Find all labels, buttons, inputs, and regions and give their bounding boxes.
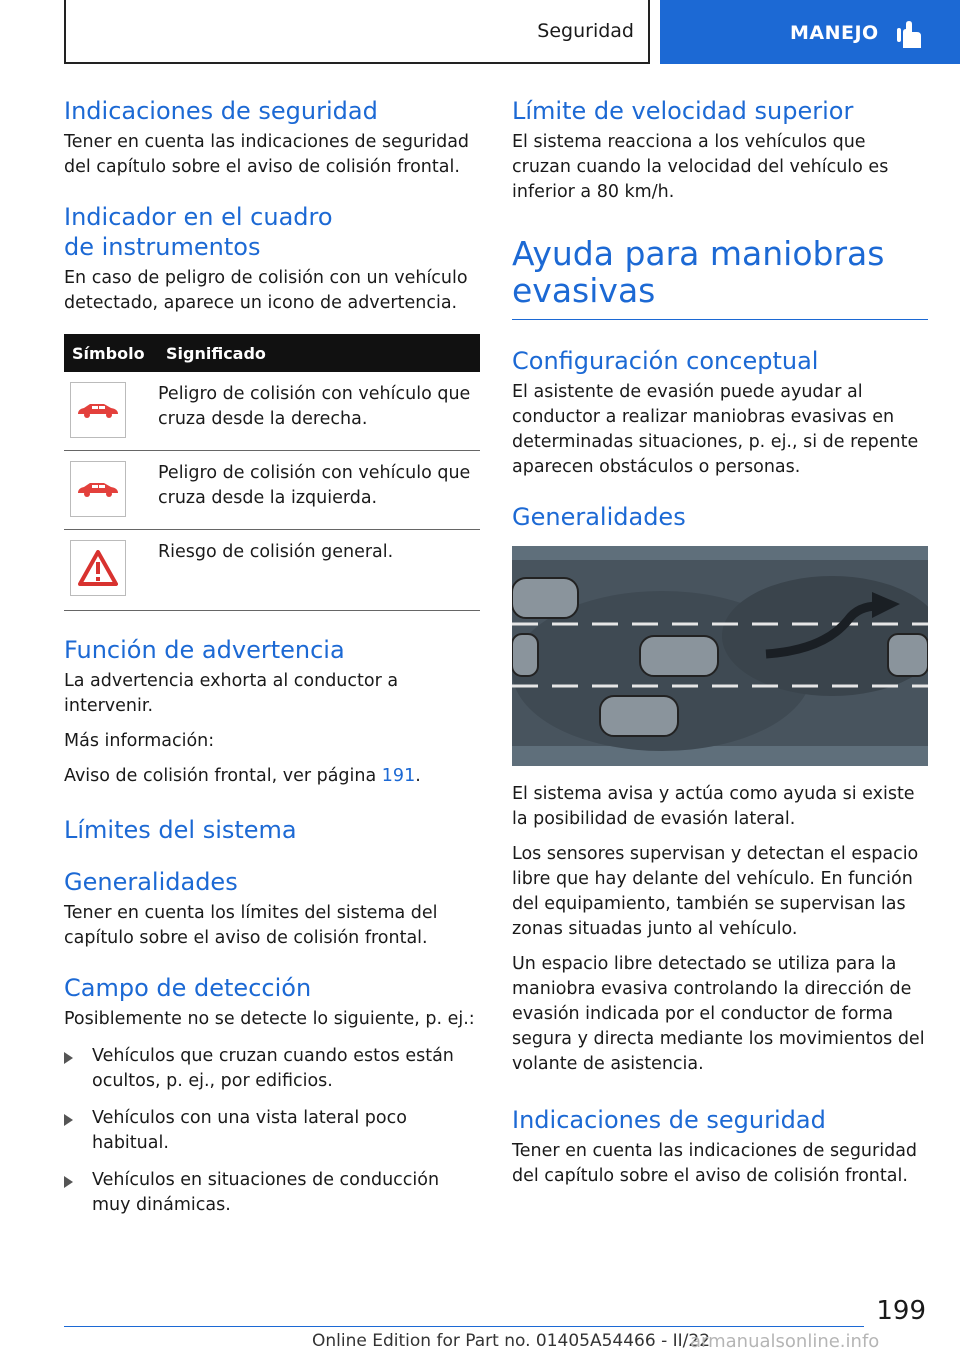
footer-watermark: armanualsonline.info [690,1331,880,1352]
heading-evasive: Ayuda para maniobras evasivas [512,234,885,310]
text-general-2: Los sensores supervisan y detectan el espacio libre que hay delante del vehículo. En función del equipamiento, también se supervisan las zonas situadas junto al vehículo. [512,844,919,939]
table-cell-meaning: Riesgo de colisión general. [158,530,480,611]
bullet-list [64,1044,480,1218]
text-general-3: Un espacio libre detectado se utiliza para la maniobra evasiva controlando la dirección de evasión indicada por el conductor de forma segura y directa mediante los movimientos del volante de asistencia. [512,954,925,1074]
footer-divider [64,1326,864,1327]
heading-general: Generalidades [64,868,238,896]
table-header-symbol: Símbolo [64,334,158,372]
evasive-maneuver-illustration [512,546,928,766]
table-cell-symbol [64,451,158,530]
table-header-row [64,334,480,372]
heading-indicator: Indicador en el cuadro de instrumentos [64,203,333,261]
table-row [64,530,480,611]
car-cross-left-icon [70,461,126,517]
table-cell-meaning: Peligro de colisión con vehículo que cruza desde la izquierda. [158,451,480,530]
right-column [512,96,928,1189]
page-number: 199 [876,1296,926,1326]
text-warning: La advertencia exhorta al conductor a intervenir. [64,671,399,716]
text-concept: El asistente de evasión puede ayudar al conductor a realizar maniobras evasivas en determinadas situaciones, p. ej., si de repente aparecen obstáculos o personas. [512,382,919,477]
bullet-triangle-icon [64,1114,73,1126]
list-item: Vehículos con una vista lateral poco habitual. [64,1106,480,1156]
text-indicator: En caso de peligro de colisión con un vehículo detectado, aparece un icono de advertencia. [64,268,468,313]
header-section-box [64,0,650,64]
text-general: Tener en cuenta los límites del sistema del capítulo sobre el aviso de colisión frontal. [64,903,438,948]
table-cell-symbol [64,372,158,451]
text-safety-right: Tener en cuenta las indicaciones de seguridad del capítulo sobre el aviso de colisión frontal. [512,1141,918,1186]
footer-edition: Online Edition for Part no. 01405A54466 - II/22 [312,1331,711,1351]
text-safety: Tener en cuenta las indicaciones de seguridad del capítulo sobre el aviso de colisión frontal. [64,132,470,177]
heading-warning: Función de advertencia [64,636,345,664]
heading-safety: Indicaciones de seguridad [64,97,378,125]
bullet-triangle-icon [64,1176,73,1188]
header-section-title: Seguridad [537,20,634,42]
heading-safety-right: Indicaciones de seguridad [512,1106,826,1134]
table-header-meaning: Significado [158,334,480,372]
text-general-1: El sistema avisa y actúa como ayuda si existe la posibilidad de evasión lateral. [512,784,915,829]
heading-field: Campo de detección [64,974,312,1002]
table-row [64,451,480,530]
left-column [64,96,480,1218]
page-link[interactable]: 191 [381,766,416,786]
warning-triangle-icon [70,540,126,596]
text-speed-limit: El sistema reacciona a los vehículos que cruzan cuando la velocidad del vehículo es inferior a 80 km/h. [512,132,889,202]
text-more-info: Más información: [64,731,215,751]
list-item: Vehículos que cruzan cuando estos están ocultos, p. ej., por edificios. [64,1044,480,1094]
table-row [64,372,480,451]
heading-general-right: Generalidades [512,503,686,531]
heading-concept: Configuración conceptual [512,347,819,375]
heading-speed-limit: Límite de velocidad superior [512,97,854,125]
section-divider [512,319,928,320]
header-chapter-tab[interactable] [660,0,960,64]
symbol-table [64,334,480,611]
header-chapter-title: MANEJO [790,22,879,44]
text-field: Posiblemente no se detecte lo siguiente, p. ej.: [64,1009,475,1029]
text-reference: Aviso de colisión frontal, ver página 191. [64,766,421,786]
table-cell-symbol [64,530,158,611]
table-cell-meaning: Peligro de colisión con vehículo que cruza desde la derecha. [158,372,480,451]
heading-limits: Límites del sistema [64,816,297,844]
hand-steering-icon [896,20,922,50]
bullet-triangle-icon [64,1052,73,1064]
car-cross-right-icon [70,382,126,438]
list-item: Vehículos en situaciones de conducción muy dinámicas. [64,1168,480,1218]
